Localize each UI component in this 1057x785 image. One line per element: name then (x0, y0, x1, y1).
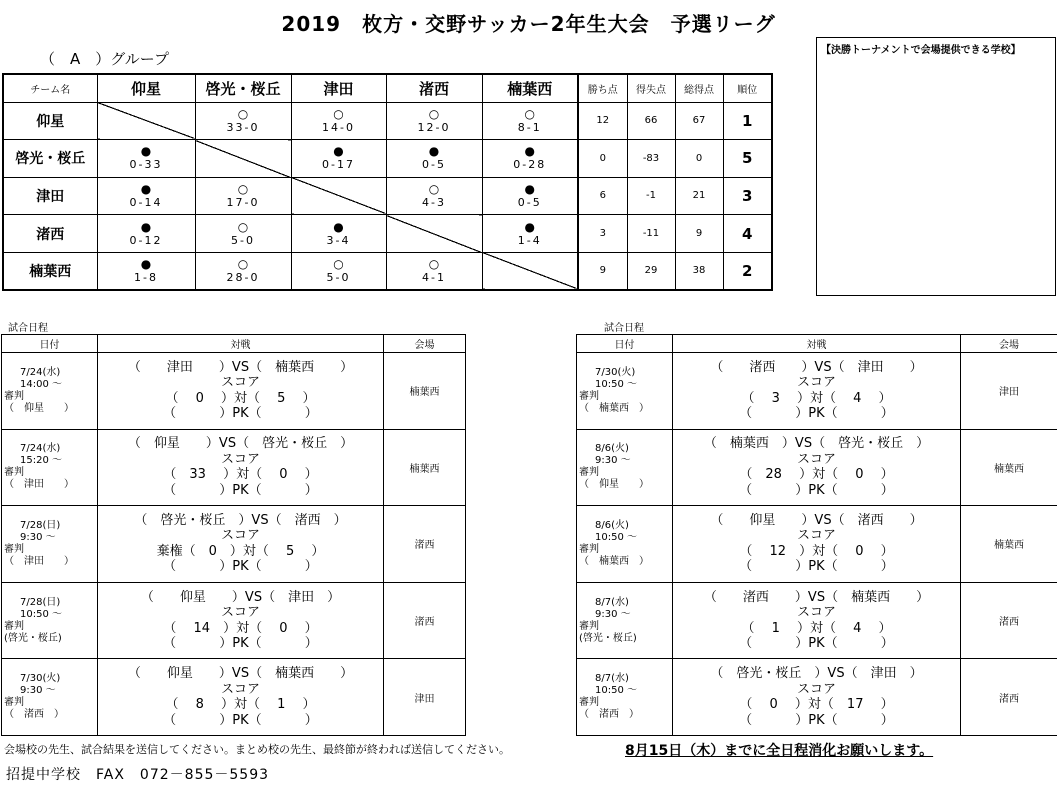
schedule-row (2, 582, 466, 659)
referee-label: 審判 (579, 620, 599, 632)
result-cell (482, 177, 578, 215)
rank-cell: 4 (723, 215, 772, 253)
result-cell (97, 140, 195, 178)
standings-row (3, 102, 772, 140)
referee-label: 審判 (579, 697, 599, 709)
result-score: 4-1 (422, 270, 446, 284)
match-score: （ 14 ）対（ 0 ） (163, 620, 318, 636)
match-venue: 楠葉西 (384, 353, 466, 430)
self-match-cell (195, 140, 291, 178)
match-score: （ 33 ）対（ 0 ） (163, 467, 318, 483)
match-score: （ 1 ）対（ 4 ） (741, 620, 892, 636)
loss-mark-icon: ● (524, 144, 535, 159)
match-venue: 津田 (961, 353, 1057, 430)
match-time: 10:50 ～ (595, 531, 637, 543)
goal-diff-cell: -11 (627, 215, 675, 253)
result-cell (386, 140, 482, 178)
schedule-header-venue: 会場 (384, 335, 466, 353)
score-label: スコア (796, 375, 836, 391)
match-date: 7/30(火) (595, 366, 636, 378)
schedule-header-date: 日付 (577, 335, 673, 353)
match-pk: （ ）PK（ ） (163, 559, 318, 575)
result-cell (482, 102, 578, 140)
schedule-date-cell (2, 659, 98, 736)
match-date: 8/7(水) (595, 673, 629, 685)
goal-diff-cell: 66 (627, 102, 675, 140)
match-time: 10:50 ～ (595, 378, 637, 390)
match-versus: （ 津田 ）VS（ 楠葉西 ） (127, 359, 354, 375)
referee-team: （ 仰星 ） (579, 479, 649, 491)
standings-row (3, 252, 772, 290)
score-label: スコア (796, 681, 836, 697)
loss-mark-icon: ● (524, 219, 535, 234)
win-mark-icon: ○ (524, 106, 535, 121)
schedule-row (577, 582, 1057, 659)
match-pk: （ ）PK（ ） (739, 712, 894, 728)
match-venue: 楠葉西 (961, 429, 1057, 506)
goals-cell: 0 (675, 140, 723, 178)
points-cell: 0 (578, 140, 627, 178)
match-pk: （ ）PK（ ） (739, 636, 894, 652)
header-team: 渚西 (386, 74, 482, 102)
match-time: 9:30 ～ (595, 455, 631, 467)
row-team-name: 啓光・桜丘 (3, 140, 97, 178)
win-mark-icon: ○ (428, 256, 440, 271)
score-label: スコア (796, 528, 836, 544)
match-pk: （ ）PK（ ） (163, 482, 318, 498)
goals-cell: 67 (675, 102, 723, 140)
row-team-name: 渚西 (3, 215, 97, 253)
schedule-match-cell (98, 506, 384, 583)
match-pk: （ ）PK（ ） (163, 406, 318, 422)
referee-label: 審判 (4, 390, 24, 402)
rank-cell: 2 (723, 252, 772, 290)
match-versus: （ 仰星 ）VS（ 渚西 ） (710, 512, 923, 528)
match-venue: 楠葉西 (961, 506, 1057, 583)
schedule-row (2, 506, 466, 583)
standings-header-row (3, 74, 772, 102)
schedule-match-cell (673, 582, 961, 659)
referee-team: (啓光・桜丘) (579, 632, 637, 644)
header-points: 勝ち点 (578, 74, 627, 102)
result-score: 0-28 (513, 158, 547, 172)
result-score: 0-33 (129, 158, 163, 172)
result-score: 0-5 (517, 195, 542, 209)
match-date: 8/6(火) (595, 519, 629, 531)
schedule-match-cell (98, 659, 384, 736)
win-mark-icon: ○ (333, 256, 344, 271)
schedule-header-date: 日付 (2, 335, 98, 353)
result-score: 8-1 (517, 120, 542, 134)
match-versus: （ 仰星 ）VS（ 啓光・桜丘 ） (127, 436, 354, 452)
result-cell (482, 215, 578, 253)
header-team: 啓光・桜丘 (195, 74, 291, 102)
goals-cell: 9 (675, 215, 723, 253)
result-score: 1-8 (134, 270, 158, 284)
result-score: 12-0 (417, 120, 451, 134)
schedule-date-cell (577, 506, 673, 583)
goals-cell: 21 (675, 177, 723, 215)
result-score: 1-4 (517, 233, 542, 247)
page-title: 2019 枚方・交野サッカー2年生大会 予選リーグ (281, 12, 776, 36)
match-score: （ 12 ）対（ 0 ） (739, 543, 894, 559)
goals-cell: 38 (675, 252, 723, 290)
header-goals: 総得点 (675, 74, 723, 102)
schedule-date-cell (2, 429, 98, 506)
schedule-label-left: 試合日程 (8, 323, 48, 334)
win-mark-icon: ○ (237, 256, 249, 271)
points-cell: 9 (578, 252, 627, 290)
match-pk: （ ）PK（ ） (163, 636, 318, 652)
points-cell: 12 (578, 102, 627, 140)
schedule-row (577, 506, 1057, 583)
header-team: 楠葉西 (482, 74, 578, 102)
result-score: 28-0 (226, 270, 260, 284)
result-score: 5-0 (326, 270, 351, 284)
header-team-name: チーム名 (3, 74, 97, 102)
schedule-date-cell (577, 659, 673, 736)
score-label: スコア (220, 528, 260, 544)
match-venue: 渚西 (384, 506, 466, 583)
footer-warning: 8月15日（木）までに全日程消化お願いします。 (625, 743, 934, 759)
rank-cell: 3 (723, 177, 772, 215)
self-match-cell (97, 102, 195, 140)
match-date: 8/7(水) (595, 596, 629, 608)
row-team-name: 津田 (3, 177, 97, 215)
schedule-row (2, 659, 466, 736)
match-date: 7/30(火) (20, 673, 61, 685)
schedule-match-cell (673, 429, 961, 506)
loss-mark-icon: ● (524, 181, 535, 196)
schedule-row (577, 353, 1057, 430)
match-versus: （ 楠葉西 ）VS（ 啓光・桜丘 ） (703, 436, 930, 452)
match-score: （ 0 ）対（ 5 ） (165, 390, 316, 406)
result-score: 14-0 (322, 120, 355, 134)
result-cell (291, 140, 386, 178)
venue-offer-box (816, 37, 1056, 296)
match-versus: （ 仰星 ）VS（ 津田 ） (140, 589, 341, 605)
schedule-date-cell (2, 582, 98, 659)
result-cell (386, 252, 482, 290)
loss-mark-icon: ● (140, 144, 152, 159)
match-date: 8/6(火) (595, 443, 629, 455)
score-label: スコア (796, 605, 836, 621)
schedule-header-match: 対戦 (673, 335, 961, 353)
referee-label: 審判 (4, 543, 24, 555)
match-versus: （ 仰星 ）VS（ 楠葉西 ） (127, 666, 354, 682)
result-cell (291, 215, 386, 253)
match-time: 9:30 ～ (20, 685, 56, 697)
referee-label: 審判 (4, 697, 24, 709)
schedule-date-cell (2, 506, 98, 583)
match-time: 15:20 ～ (20, 455, 62, 467)
standings-table (2, 73, 773, 291)
schedule-row (577, 659, 1057, 736)
header-goal-diff: 得失点 (627, 74, 675, 102)
match-time: 9:30 ～ (20, 531, 56, 543)
rank-cell: 1 (723, 102, 772, 140)
schedule-match-cell (98, 582, 384, 659)
referee-label: 審判 (4, 620, 24, 632)
match-score: （ 8 ）対（ 1 ） (165, 697, 316, 713)
loss-mark-icon: ● (333, 144, 344, 159)
self-match-cell (291, 177, 386, 215)
win-mark-icon: ○ (428, 181, 440, 196)
schedule-header-match: 対戦 (98, 335, 384, 353)
referee-team: (啓光・桜丘) (4, 632, 62, 644)
points-cell: 6 (578, 177, 627, 215)
match-time: 14:00 ～ (20, 378, 62, 390)
goal-diff-cell: -83 (627, 140, 675, 178)
schedule-date-cell (577, 429, 673, 506)
match-time: 9:30 ～ (595, 608, 631, 620)
schedule-row (2, 353, 466, 430)
result-score: 3-4 (326, 233, 351, 247)
points-cell: 3 (578, 215, 627, 253)
referee-label: 審判 (579, 390, 599, 402)
schedule-date-cell (577, 582, 673, 659)
venue-offer-title: 【決勝トーナメントで会場提供できる学校】 (821, 45, 1021, 56)
score-label: スコア (220, 681, 260, 697)
result-cell (97, 215, 195, 253)
standings-row (3, 177, 772, 215)
result-cell (291, 102, 386, 140)
score-label: スコア (796, 451, 836, 467)
match-versus: （ 啓光・桜丘 ）VS（ 津田 ） (710, 666, 923, 682)
standings-row (3, 215, 772, 253)
match-date: 7/24(水) (20, 443, 61, 455)
row-team-name: 楠葉西 (3, 252, 97, 290)
win-mark-icon: ○ (333, 106, 344, 121)
result-cell (97, 252, 195, 290)
footer-fax: 招提中学校 FAX 072－855－5593 (6, 767, 270, 783)
match-pk: （ ）PK（ ） (739, 406, 894, 422)
result-cell (386, 177, 482, 215)
referee-label: 審判 (579, 467, 599, 479)
result-score: 33-0 (226, 120, 260, 134)
goal-diff-cell: -1 (627, 177, 675, 215)
schedule-date-cell (2, 353, 98, 430)
schedule-table-right (576, 334, 1057, 736)
match-versus: （ 啓光・桜丘 ）VS（ 渚西 ） (134, 512, 347, 528)
result-cell (195, 177, 291, 215)
loss-mark-icon: ● (428, 144, 440, 159)
result-cell (482, 140, 578, 178)
match-time: 10:50 ～ (20, 608, 62, 620)
standings-row (3, 140, 772, 178)
loss-mark-icon: ● (140, 256, 152, 271)
match-date: 7/28(日) (20, 519, 61, 531)
match-venue: 津田 (384, 659, 466, 736)
win-mark-icon: ○ (428, 106, 440, 121)
win-mark-icon: ○ (237, 106, 249, 121)
result-cell (386, 102, 482, 140)
match-date: 7/24(水) (20, 366, 61, 378)
match-venue: 渚西 (961, 659, 1057, 736)
match-score: （ 3 ）対（ 4 ） (741, 390, 892, 406)
schedule-match-cell (98, 429, 384, 506)
match-venue: 楠葉西 (384, 429, 466, 506)
match-pk: （ ）PK（ ） (739, 559, 894, 575)
referee-team: （ 楠葉西 ） (579, 555, 649, 567)
schedule-match-cell (673, 506, 961, 583)
match-date: 7/28(日) (20, 596, 61, 608)
schedule-match-cell (673, 659, 961, 736)
referee-label: 審判 (579, 543, 599, 555)
match-versus: （ 渚西 ）VS（ 津田 ） (710, 359, 923, 375)
match-versus: （ 渚西 ）VS（ 楠葉西 ） (703, 589, 930, 605)
goal-diff-cell: 29 (627, 252, 675, 290)
schedule-match-cell (673, 353, 961, 430)
match-pk: （ ）PK（ ） (739, 482, 894, 498)
header-rank: 順位 (723, 74, 772, 102)
result-score: 0-14 (129, 195, 163, 209)
schedule-header-row (577, 335, 1057, 353)
header-team: 津田 (291, 74, 386, 102)
result-cell (195, 215, 291, 253)
schedule-date-cell (577, 353, 673, 430)
rank-cell: 5 (723, 140, 772, 178)
referee-team: （ 津田 ） (4, 555, 74, 567)
match-pk: （ ）PK（ ） (163, 712, 318, 728)
result-cell (195, 102, 291, 140)
loss-mark-icon: ● (140, 181, 152, 196)
win-mark-icon: ○ (237, 181, 249, 196)
result-score: 17-0 (226, 195, 260, 209)
schedule-match-cell (98, 353, 384, 430)
match-time: 10:50 ～ (595, 685, 637, 697)
schedule-row (2, 429, 466, 506)
match-venue: 渚西 (961, 582, 1057, 659)
referee-label: 審判 (4, 467, 24, 479)
self-match-cell (482, 252, 578, 290)
schedule-label-right: 試合日程 (604, 323, 644, 334)
result-cell (291, 252, 386, 290)
referee-team: （ 楠葉西 ） (579, 402, 649, 414)
result-score: 0-17 (322, 158, 355, 172)
row-team-name: 仰星 (3, 102, 97, 140)
result-score: 4-3 (422, 195, 446, 209)
loss-mark-icon: ● (333, 219, 344, 234)
footer-note: 会場校の先生、試合結果を送信してください。まとめ校の先生、最終節が終われば送信してください。 (4, 743, 510, 756)
loss-mark-icon: ● (140, 219, 152, 234)
match-score: （ 28 ）対（ 0 ） (739, 467, 894, 483)
schedule-header-venue: 会場 (961, 335, 1057, 353)
result-cell (195, 252, 291, 290)
result-score: 0-12 (129, 233, 163, 247)
schedule-row (577, 429, 1057, 506)
score-label: スコア (220, 605, 260, 621)
referee-team: （ 仰星 ） (4, 402, 74, 414)
match-score: 棄権（ 0 ）対（ 5 ） (156, 543, 325, 559)
match-score: （ 0 ）対（ 17 ） (739, 697, 894, 713)
schedule-table-left (1, 334, 466, 736)
result-score: 5-0 (231, 233, 255, 247)
result-score: 0-5 (422, 158, 446, 172)
score-label: スコア (220, 451, 260, 467)
referee-team: （ 渚西 ） (4, 709, 64, 721)
group-label: （ A ）グループ (40, 50, 170, 68)
schedule-header-row (2, 335, 466, 353)
score-label: スコア (220, 375, 260, 391)
win-mark-icon: ○ (237, 219, 249, 234)
match-venue: 渚西 (384, 582, 466, 659)
self-match-cell (386, 215, 482, 253)
header-team: 仰星 (97, 74, 195, 102)
referee-team: （ 津田 ） (4, 479, 74, 491)
result-cell (97, 177, 195, 215)
referee-team: （ 渚西 ） (579, 709, 639, 721)
